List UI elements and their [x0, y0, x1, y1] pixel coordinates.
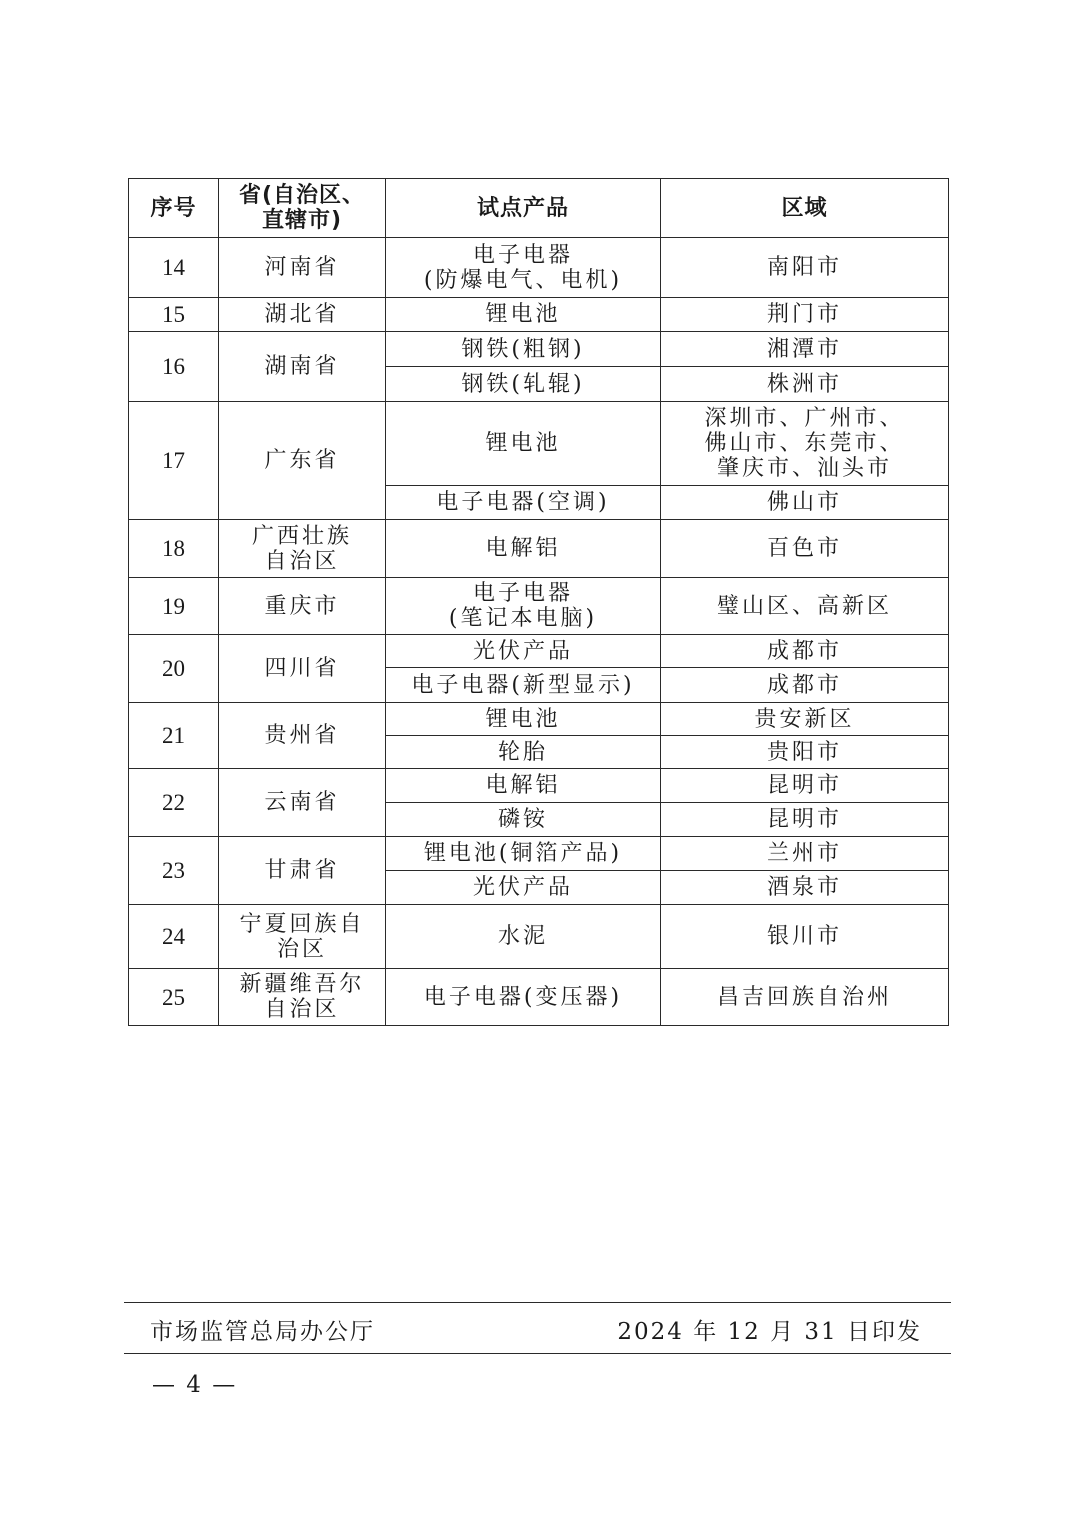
header-no: 序号 [129, 179, 219, 238]
cell-region: 株洲市 [661, 367, 949, 402]
table-header-row [129, 179, 949, 238]
cell-product: 光伏产品 [386, 635, 661, 668]
cell-region: 酒泉市 [661, 871, 949, 905]
table-row [129, 837, 949, 871]
cell-product: 光伏产品 [386, 871, 661, 905]
table-row [129, 769, 949, 803]
table-row [129, 635, 949, 668]
cell-no: 15 [129, 298, 219, 332]
cell-product: 电子电器(空调) [386, 486, 661, 520]
cell-product: 电解铝 [386, 769, 661, 803]
issuer-name: 市场监管总局办公厅 [150, 1319, 375, 1345]
cell-product: 锂电池 [386, 298, 661, 332]
cell-region: 湘潭市 [661, 332, 949, 367]
header-province: 省(自治区、 直辖市) [219, 179, 386, 238]
footer-top-rule [124, 1302, 951, 1303]
cell-no: 18 [129, 520, 219, 578]
cell-region: 荆门市 [661, 298, 949, 332]
cell-product: 电解铝 [386, 520, 661, 578]
cell-province: 河南省 [219, 238, 386, 298]
table-row [129, 332, 949, 367]
cell-product: 电子电器 (笔记本电脑) [386, 578, 661, 635]
cell-product: 钢铁(轧辊) [386, 367, 661, 402]
cell-region: 深圳市、广州市、 佛山市、东莞市、 肇庆市、汕头市 [661, 402, 949, 486]
table-row [129, 578, 949, 635]
cell-region: 成都市 [661, 635, 949, 668]
table-row [129, 703, 949, 736]
cell-product: 电子电器 (防爆电气、电机) [386, 238, 661, 298]
issue-date: 2024 年 12 月 31 日印发 [617, 1319, 922, 1345]
cell-product: 磷铵 [386, 803, 661, 837]
cell-product: 水泥 [386, 905, 661, 969]
cell-province: 甘肃省 [219, 837, 386, 905]
table-row [129, 520, 949, 578]
table-row [129, 402, 949, 486]
header-product: 试点产品 [386, 179, 661, 238]
cell-region: 贵阳市 [661, 736, 949, 769]
cell-no: 17 [129, 402, 219, 520]
pilot-table [128, 178, 949, 1026]
cell-no: 19 [129, 578, 219, 635]
cell-province: 贵州省 [219, 703, 386, 769]
table-row [129, 298, 949, 332]
cell-no: 20 [129, 635, 219, 703]
cell-province: 湖北省 [219, 298, 386, 332]
cell-no: 22 [129, 769, 219, 837]
cell-no: 25 [129, 969, 219, 1026]
cell-region: 贵安新区 [661, 703, 949, 736]
cell-province: 宁夏回族自 治区 [219, 905, 386, 969]
table-row [129, 969, 949, 1026]
cell-product: 锂电池(铜箔产品) [386, 837, 661, 871]
cell-province: 四川省 [219, 635, 386, 703]
cell-province: 云南省 [219, 769, 386, 837]
footer-bottom-rule [124, 1353, 951, 1354]
cell-product: 轮胎 [386, 736, 661, 769]
cell-province: 重庆市 [219, 578, 386, 635]
cell-region: 佛山市 [661, 486, 949, 520]
cell-region: 成都市 [661, 668, 949, 703]
cell-province: 湖南省 [219, 332, 386, 402]
cell-region: 银川市 [661, 905, 949, 969]
table-row [129, 905, 949, 969]
cell-province: 新疆维吾尔 自治区 [219, 969, 386, 1026]
cell-region: 百色市 [661, 520, 949, 578]
cell-region: 璧山区、高新区 [661, 578, 949, 635]
cell-no: 14 [129, 238, 219, 298]
cell-province: 广西壮族 自治区 [219, 520, 386, 578]
cell-product: 锂电池 [386, 703, 661, 736]
header-region: 区域 [661, 179, 949, 238]
cell-region: 昆明市 [661, 769, 949, 803]
table-body [129, 238, 949, 1026]
cell-no: 16 [129, 332, 219, 402]
cell-product: 电子电器(变压器) [386, 969, 661, 1026]
cell-no: 24 [129, 905, 219, 969]
cell-product: 钢铁(粗钢) [386, 332, 661, 367]
cell-region: 昆明市 [661, 803, 949, 837]
table-row [129, 238, 949, 298]
cell-region: 兰州市 [661, 837, 949, 871]
cell-no: 23 [129, 837, 219, 905]
cell-region: 南阳市 [661, 238, 949, 298]
cell-no: 21 [129, 703, 219, 769]
cell-region: 昌吉回族自治州 [661, 969, 949, 1026]
page-number: — 4 — [152, 1372, 238, 1398]
cell-product: 电子电器(新型显示) [386, 668, 661, 703]
cell-province: 广东省 [219, 402, 386, 520]
cell-product: 锂电池 [386, 402, 661, 486]
